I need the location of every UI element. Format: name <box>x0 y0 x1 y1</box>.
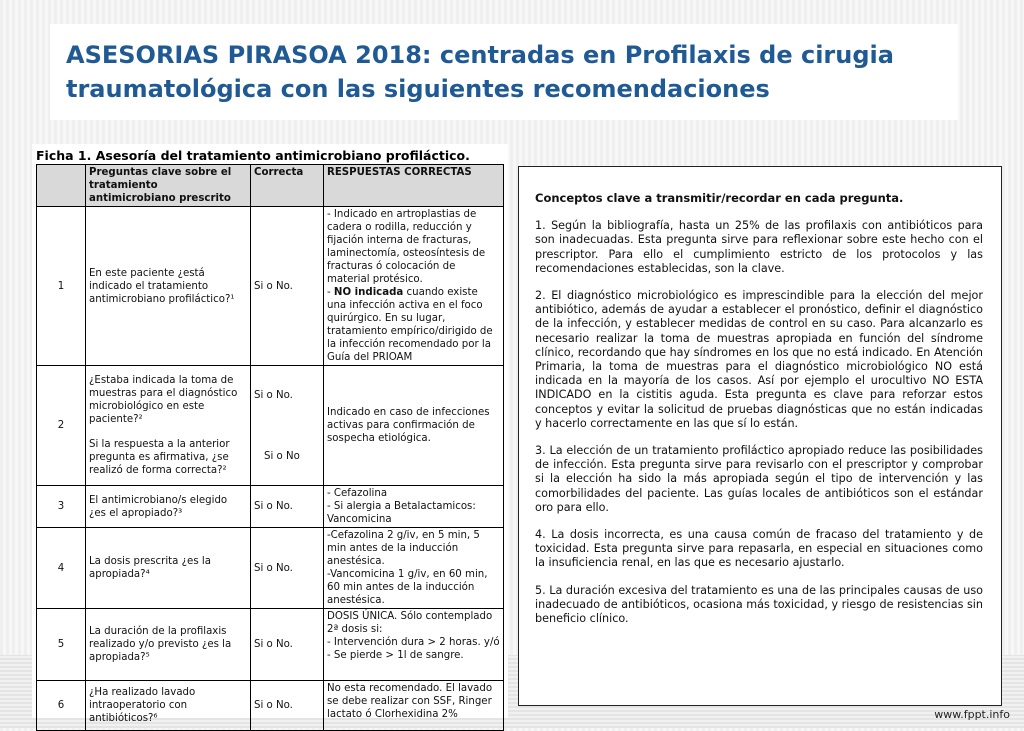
concepto-item-2: 2. El diagnóstico microbiológico es imprescindible para la elección del mejor antibiótico, además de ayudar a establecer el pronóstico, definir el diagnóstico de la infección, y establecer medidas de control en su caso. Para alcanzarlo es necesario realizar la toma de muestras apropiada en función del síndrome clínico, recordando que hay síndromes en los que no está indicado. En Atención Primaria, la toma de muestras para el diagnóstico microbiológico NO está indicada en la mayoría de los casos. Así por ejemplo el urocultivo NO ESTA INDICADO en la cistitis aguda. Esta pregunta es clave para reforzar estos conceptos y evitar la solicitud de pruebas diagnósticas que no están indicadas y hacerlo correctamente en las que sí lo están. <box>535 289 983 430</box>
respuesta-text: - Indicado en artroplastias de cadera o rodilla, reducción y fijación interna de fracturas, laminectomía, osteosíntesis de fracturas ó colocación de material protésico. <box>327 209 486 285</box>
slide-title: ASESORIAS PIRASOA 2018: centradas en Profilaxis de cirugia traumatológica con las siguientes recomendaciones <box>50 24 958 120</box>
row-correcta: Si o No. <box>251 681 324 731</box>
respuesta-a: - Cefazolina <box>327 488 388 499</box>
concepto-item-5: 5. La duración excesiva del tratamiento es una de las principales causas de uso inadecuado de antibióticos, ocasiona más toxicidad, y riesgo de resistencias sin beneficio clínico. <box>535 583 983 626</box>
row-correcta: Si o No. <box>251 528 324 609</box>
row-respuesta: - Indicado en artroplastias de cadera o rodilla, reducción y fijación interna de fracturas, laminectomía, osteosíntesis de fracturas ó colocación de material protésico. - NO indicada cuando existe una infección activa en el foco quirúrgico. En su lugar, tratamiento empírico/dirigido de la infección recomendado por la Guía del PRIOAM <box>324 207 504 366</box>
row-question: En este paciente ¿está indicado el tratamiento antimicrobiano profiláctico?¹ <box>86 207 251 366</box>
respuesta-a: -Cefazolina 2 g/iv, en 5 min, 5 min antes de la inducción anestésica. <box>327 530 480 567</box>
table-row <box>37 207 504 366</box>
table-row <box>37 486 504 528</box>
row-respuesta <box>324 528 504 609</box>
row-respuesta <box>324 486 504 528</box>
concepto-item-1: 1. Según la bibliografía, hasta un 25% de las profilaxis con antibióticos para son inadecuadas. Esta pregunta sirve para reflexionar sobre este hecho con el prescriptor. Para ello el cumplimiento estricto de los protocolos y las recomendaciones establecidas, son la clave. <box>535 219 983 275</box>
question-b: Si la respuesta a la anterior pregunta es afirmativa, ¿se realizó de forma correcta?² <box>89 439 230 476</box>
respuesta-b: - Si alergia a Betalactamicos: Vancomicina <box>327 501 476 525</box>
table-row <box>37 609 504 681</box>
row-num: 3 <box>37 486 86 528</box>
respuesta-bold: NO indicada <box>333 287 404 298</box>
table-row <box>37 528 504 609</box>
row-respuesta: No esta recomendado. El lavado se debe realizar con SSF, Ringer lactato ó Clorhexidina 2% <box>324 681 504 731</box>
header-respuestas: RESPUESTAS CORRECTAS <box>324 165 504 207</box>
respuesta-b: -Vancomicina 1 g/iv, en 60 min, 60 min antes de la inducción anestésica. <box>327 569 488 606</box>
row-question: ¿Ha realizado lavado intraoperatorio con antibióticos?⁶ <box>86 681 251 731</box>
row-num: 1 <box>37 207 86 366</box>
row-respuesta: Indicado en caso de infecciones activas para confirmación de sospecha etiológica. <box>324 366 504 486</box>
conceptos-panel <box>518 166 1002 706</box>
ficha-panel <box>32 144 508 724</box>
conceptos-title: Conceptos clave a transmitir/recordar en cada pregunta. <box>535 191 904 205</box>
row-correcta: Si o No. <box>251 486 324 528</box>
correcta-b: Si o No <box>264 450 300 462</box>
respuesta-a: DOSIS ÚNICA. Sólo contemplado 2ª dosis si: <box>327 611 493 635</box>
footer-url: www.fppt.info <box>934 708 1010 721</box>
respuesta-text-cont: cuando existe una infección activa en el foco quirúrgico. En su lugar, tratamiento empírico/dirigido de la infección recomendado por la Guía del PRIOAM <box>327 287 493 363</box>
row-question: El antimicrobiano/s elegido ¿es el apropiado?³ <box>86 486 251 528</box>
asesoria-table <box>36 164 504 731</box>
row-correcta <box>251 366 324 486</box>
row-question: La dosis prescrita ¿es la apropiada?⁴ <box>86 528 251 609</box>
concepto-item-4: 4. La dosis incorrecta, es una causa común de fracaso del tratamiento y de toxicidad. Esta pregunta sirve para repasarla, en especial en situaciones como la insuficiencia renal, en las que es necesario ajustarlo. <box>535 528 983 570</box>
table-row <box>37 366 504 486</box>
respuesta-c: - Se pierde > 1l de sangre. <box>327 650 464 661</box>
row-question: La duración de la profilaxis realizado y/o previsto ¿es la apropiada?⁵ <box>86 609 251 681</box>
header-questions: Preguntas clave sobre el tratamiento antimicrobiano prescrito <box>86 165 251 207</box>
row-num: 5 <box>37 609 86 681</box>
ficha-title: Ficha 1. Asesoría del tratamiento antimicrobiano profiláctico. <box>36 148 470 163</box>
header-correcta: Correcta <box>251 165 324 207</box>
concepto-item-3: 3. La elección de un tratamiento profiláctico apropiado reduce las posibilidades de infección. Esta pregunta sirve para revisarlo con el prescriptor y comprobar si la elección ha sido la más apropiada según el tipo de intervención y las comorbilidades del paciente. Las guías locales de antibióticos son el estándar oro para ello. <box>535 444 983 514</box>
row-num: 6 <box>37 681 86 731</box>
question-a: ¿Estaba indicada la toma de muestras para el diagnóstico microbiológico en este paciente?² <box>89 375 238 425</box>
table-row <box>37 681 504 731</box>
row-num: 4 <box>37 528 86 609</box>
row-correcta: Si o No. <box>251 609 324 681</box>
header-num <box>37 165 86 207</box>
table-header-row <box>37 165 504 207</box>
respuesta-b: - Intervención dura > 2 horas. y/ó <box>327 637 500 648</box>
row-num: 2 <box>37 366 86 486</box>
correcta-a: Si o No. <box>254 389 293 401</box>
row-correcta: Si o No. <box>251 207 324 366</box>
row-question <box>86 366 251 486</box>
row-respuesta <box>324 609 504 681</box>
